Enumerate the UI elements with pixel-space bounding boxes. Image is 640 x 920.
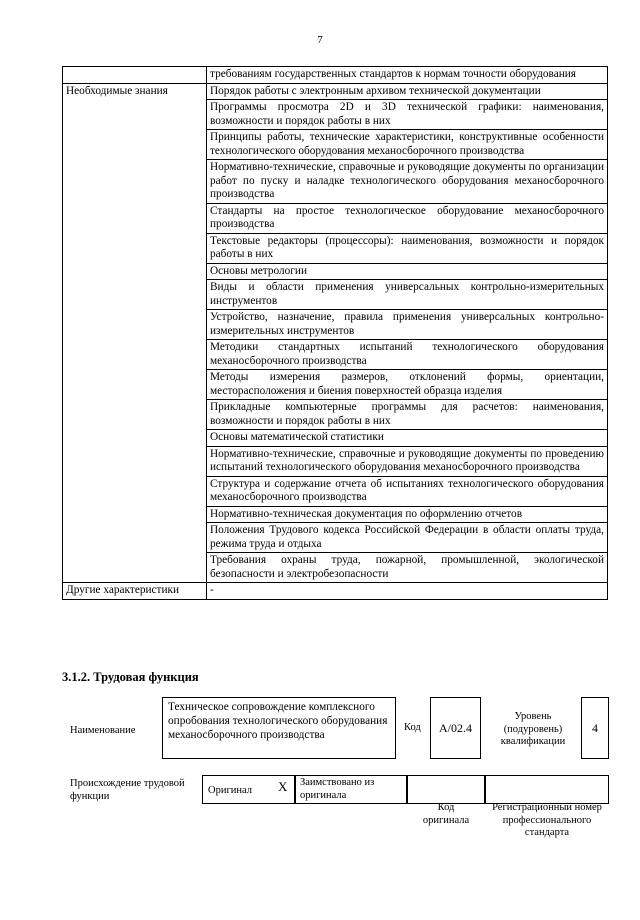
row-item: Методики стандартных испытаний технологического оборудования механосборочного производства bbox=[207, 340, 608, 370]
row-item: Основы метрологии bbox=[207, 263, 608, 280]
row-item: требованиям государственных стандартов к нормам точности оборудования bbox=[207, 67, 608, 84]
original-code-cell bbox=[407, 775, 485, 804]
origin-label: Происхождение трудовой функции bbox=[70, 778, 185, 802]
code-label: Код bbox=[404, 722, 421, 733]
row-item: Прикладные компьютерные программы для расчетов: наименования, возможности и порядок работы в них bbox=[207, 400, 608, 430]
row-item: Устройство, назначение, правила применения универсальных контрольно-измерительных инструментов bbox=[207, 310, 608, 340]
function-name-box bbox=[162, 697, 396, 759]
original-label: Оригинал bbox=[208, 785, 252, 796]
level-value: 4 bbox=[592, 720, 598, 735]
table-row bbox=[63, 83, 608, 100]
row-item: Нормативно-технические, справочные и руководящие документы по проведению испытаний технологического оборудования механосборочного производства bbox=[207, 446, 608, 476]
row-item: Виды и области применения универсальных контрольно-измерительных инструментов bbox=[207, 280, 608, 310]
requirements-table bbox=[62, 66, 608, 600]
function-name: Техническое сопровождение комплексного опробования технологического оборудования механосборочного производства bbox=[168, 701, 388, 741]
borrowed-cell bbox=[295, 775, 407, 804]
row-item: Нормативно-технические, справочные и руководящие документы по организации работ по пуску и наладке технологического оборудования механосборочного производства bbox=[207, 160, 608, 204]
registration-number-label: Регистрационный номер профессионального стандарта bbox=[492, 802, 602, 838]
row-item: Стандарты на простое технологическое оборудование механосборочного производства bbox=[207, 203, 608, 233]
registration-number-cell bbox=[485, 775, 609, 804]
level-label: Уровень (подуровень) квалификации bbox=[500, 711, 566, 747]
row-category bbox=[63, 67, 207, 84]
table-row bbox=[63, 583, 608, 600]
page-number: 7 bbox=[317, 34, 323, 46]
row-item: - bbox=[207, 583, 608, 600]
row-item: Положения Трудового кодекса Российской Федерации в области оплаты труда, режима труда и отдыха bbox=[207, 523, 608, 553]
original-mark: X bbox=[278, 779, 288, 794]
row-item: Методы измерения размеров, отклонений формы, ориентации, месторасположения и биения поверхностей образца изделия bbox=[207, 370, 608, 400]
row-item: Порядок работы с электронным архивом технической документации bbox=[207, 83, 608, 100]
borrowed-label: Заимствовано из оригинала bbox=[300, 777, 375, 801]
code-box bbox=[430, 697, 481, 759]
name-label: Наименование bbox=[70, 725, 136, 736]
row-item: Принципы работы, технические характеристики, конструктивные особенности технологического оборудования механосборочного производства bbox=[207, 130, 608, 160]
row-item: Нормативно-техническая документация по оформлению отчетов bbox=[207, 506, 608, 523]
section-heading: 3.1.2. Трудовая функция bbox=[62, 670, 199, 684]
row-category: Другие характеристики bbox=[63, 583, 207, 600]
row-category: Необходимые знания bbox=[63, 83, 207, 583]
row-item: Требования охраны труда, пожарной, промышленной, экологической безопасности и электробезопасности bbox=[207, 553, 608, 583]
row-item: Основы математической статистики bbox=[207, 430, 608, 447]
row-item: Текстовые редакторы (процессоры): наименования, возможности и порядок работы в них bbox=[207, 233, 608, 263]
code-value: А/02.4 bbox=[439, 720, 472, 735]
table-row bbox=[63, 67, 608, 84]
original-code-label: Код оригинала bbox=[422, 802, 470, 826]
row-item: Структура и содержание отчета об испытаниях технологического оборудования механосборочного производства bbox=[207, 476, 608, 506]
level-box bbox=[581, 697, 609, 759]
row-item: Программы просмотра 2D и 3D технической графики: наименования, возможности и порядок работы в них bbox=[207, 100, 608, 130]
